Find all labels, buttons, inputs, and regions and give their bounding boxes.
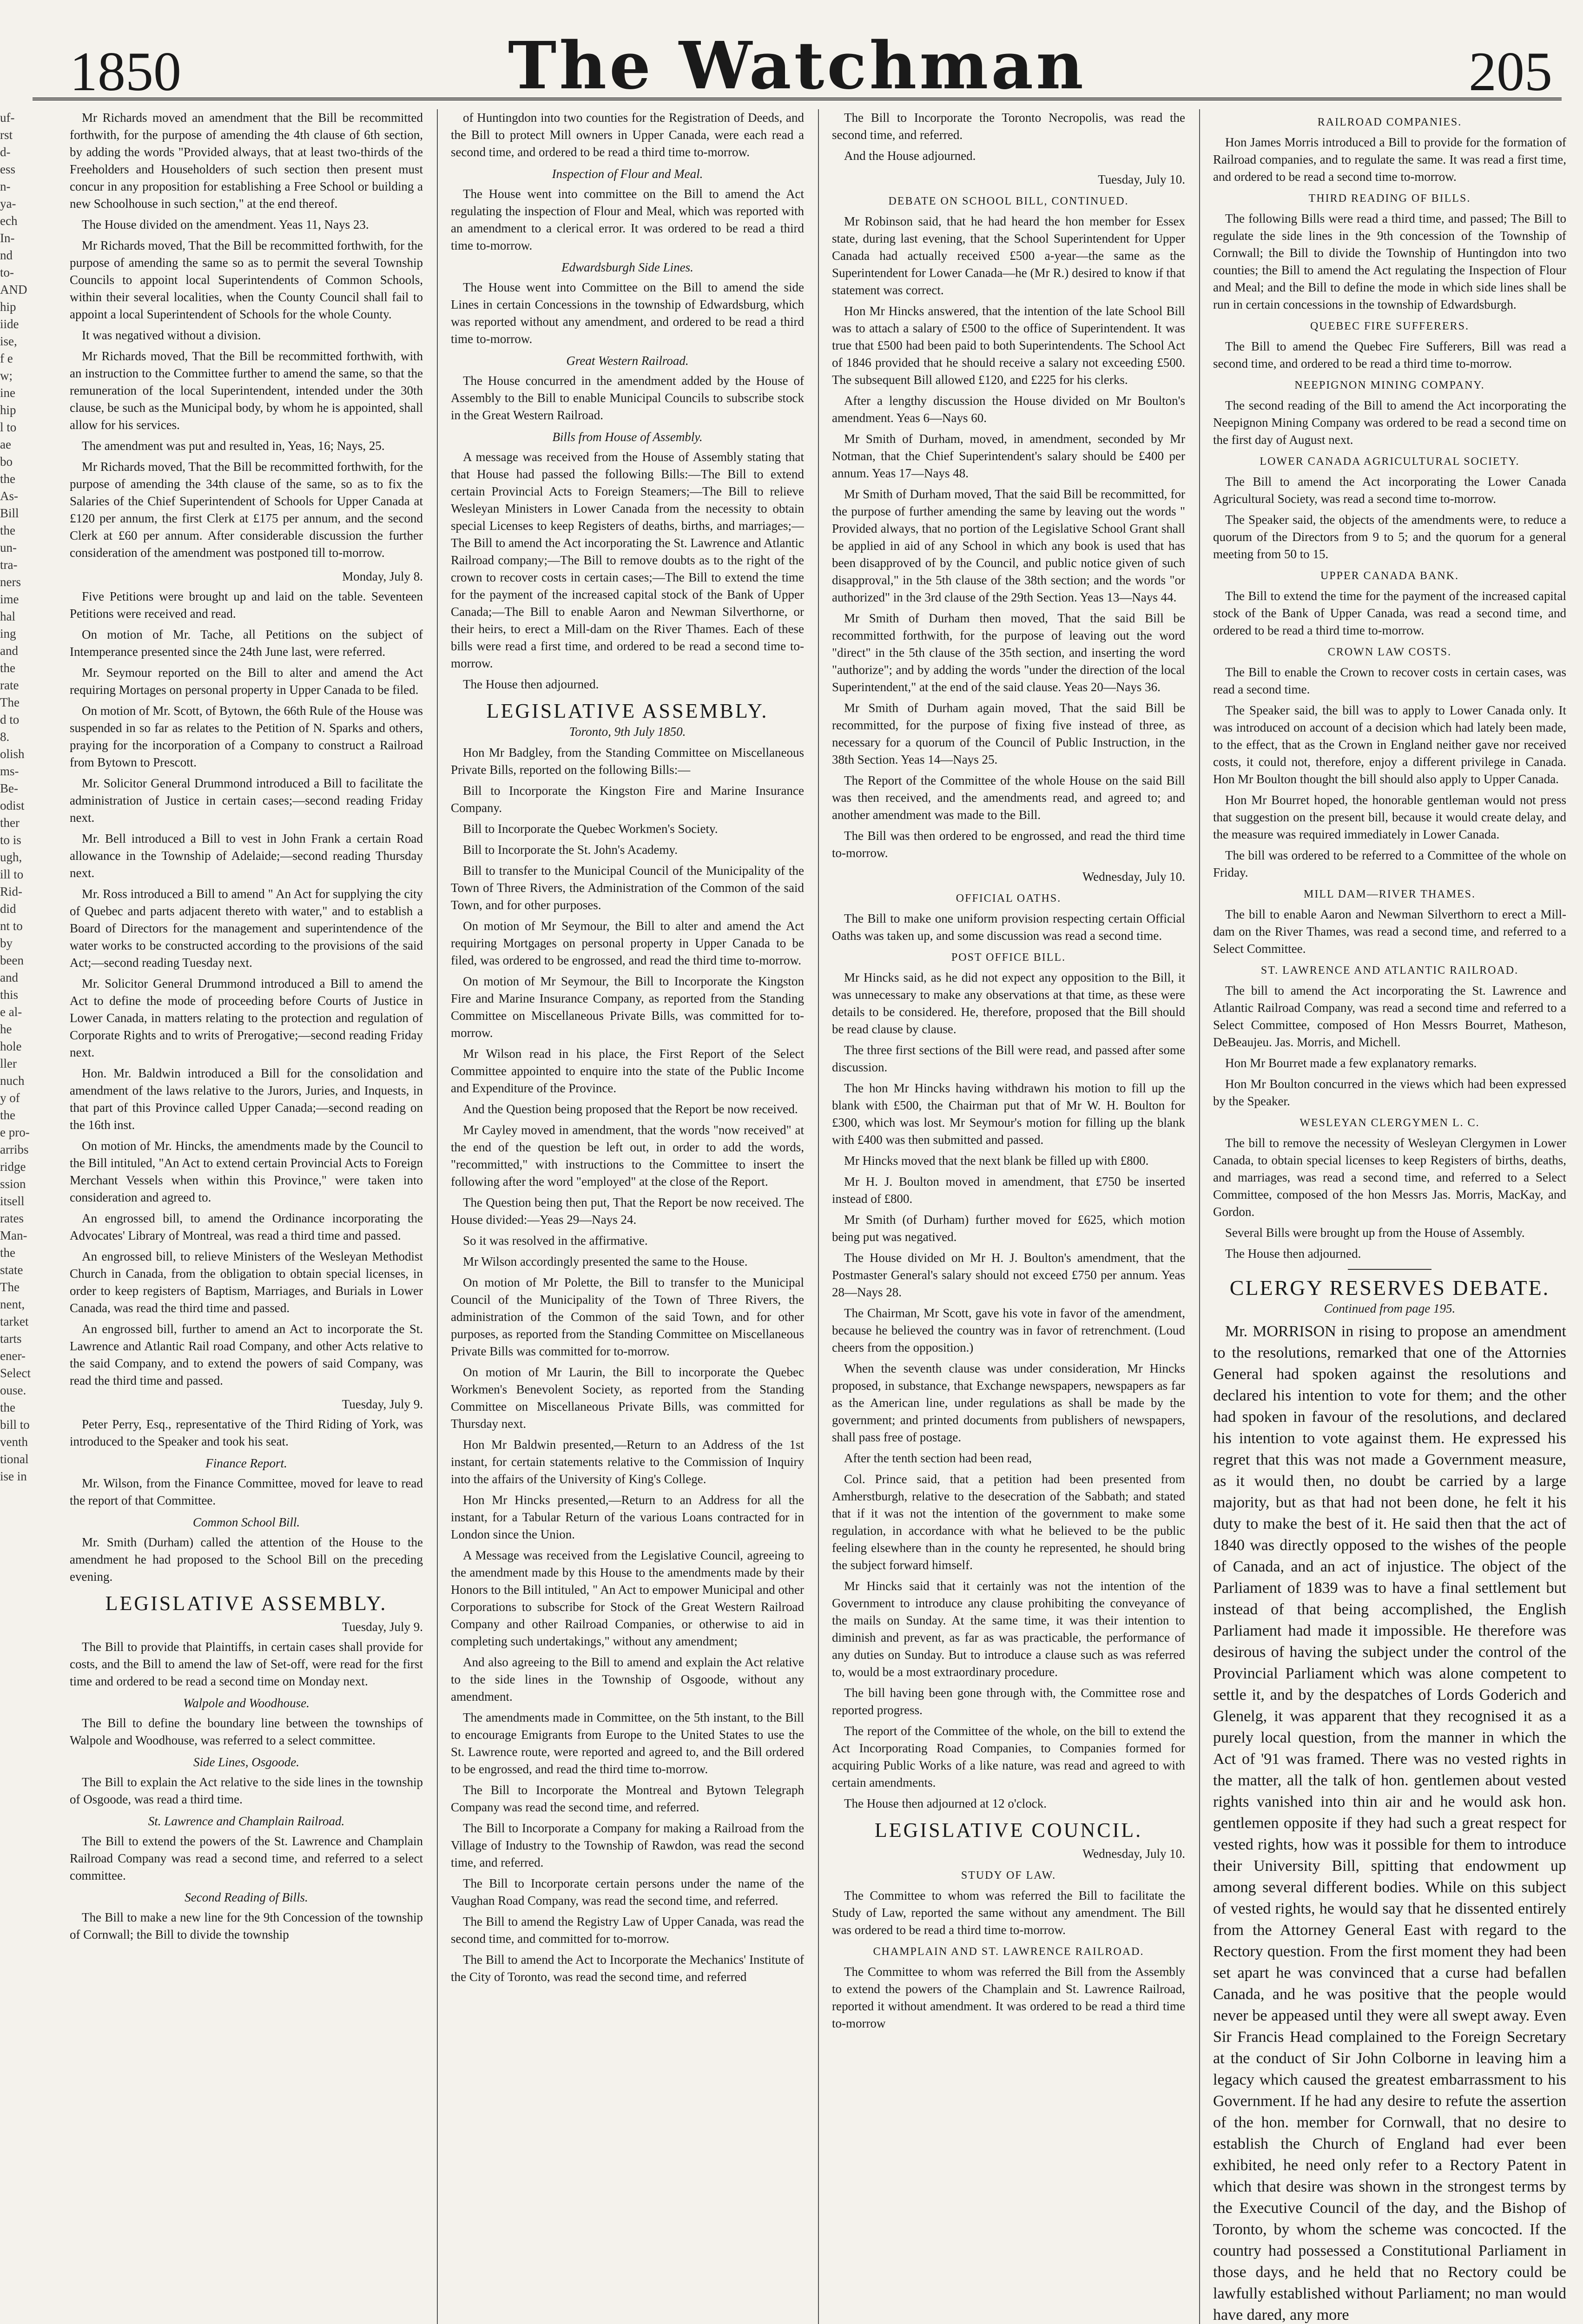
edge-fragment: ise in bbox=[0, 1469, 27, 1483]
paragraph: So it was resolved in the affirmative. bbox=[463, 1234, 648, 1248]
paragraph: The House then adjourned. bbox=[463, 677, 599, 691]
edge-fragment: hal bbox=[0, 609, 15, 623]
edge-fragment: Rid- bbox=[0, 885, 23, 898]
paragraph: An engrossed bill, to amend the Ordinance incorporating the Advocates' Library of Montreal, was read a third time and passed. bbox=[70, 1211, 423, 1242]
edge-fragment: the bbox=[0, 523, 15, 537]
edge-fragment: the bbox=[0, 1108, 15, 1122]
paragraph: Mr. Ross introduced a Bill to amend " An Act for supplying the city of Quebec and parts adjacent thereto with water," and to establish a Board of Directors for the management and superintendence of the water works to be constructed according to the provisions of the said Act;—second reading Tuesday next. bbox=[70, 887, 423, 970]
paragraph: Mr. Bell introduced a Bill to vest in John Frank a certain Road allowance in the Township of Adelaide;—second reading Thursday next. bbox=[70, 832, 423, 880]
paragraph: The Bill to define the boundary line between the townships of Walpole and Woodhouse, was referred to a select committee. bbox=[70, 1716, 423, 1747]
paragraph: Mr H. J. Boulton moved in amendment, that £750 be inserted instead of £800. bbox=[832, 1175, 1185, 1206]
section-caption: CHAMPLAIN AND ST. LAWRENCE RAILROAD. bbox=[873, 1946, 1144, 1958]
edge-fragment: uf- bbox=[0, 111, 15, 125]
section-caption: STUDY OF LAW. bbox=[961, 1869, 1056, 1882]
paragraph: The Bill to Incorporate certain persons under the name of the Vaughan Road Company, was read the second time, and referred. bbox=[451, 1876, 804, 1908]
section-caption: OFFICIAL OATHS. bbox=[956, 892, 1062, 905]
subheading: Bills from House of Assembly. bbox=[552, 430, 703, 444]
paragraph: Bill to Incorporate the Kingston Fire and Marine Insurance Company. bbox=[451, 784, 804, 815]
paragraph: Mr Richards moved an amendment that the Bill be recommitted forthwith, for the purpose of amending the 4th clause of 6th section, by adding the words "Provided always, that at least two-thirds of the Freeholders and Householders of such section then present must concur in any proposition for establishing a Free School or building a new Schoolhouse in such section," at the end thereof. bbox=[70, 111, 423, 211]
subheading: St. Lawrence and Champlain Railroad. bbox=[148, 1814, 345, 1828]
edge-fragment: Be- bbox=[0, 781, 18, 795]
edge-fragment: the bbox=[0, 472, 15, 486]
paragraph: The Bill was then ordered to be engrossed, and read the third time to-morrow. bbox=[832, 829, 1185, 860]
paragraph: The Bill to amend the Act to Incorporate the Mechanics' Institute of the City of Toronto, was read the second time, and referred bbox=[451, 1953, 804, 1984]
paragraph: On motion of Mr. Scott, of Bytown, the 66th Rule of the House was suspended in so far as relates to the Petition of N. Sparks and others, praying for the incorporation of a Company to construct a Railroad from Bytown to Prescott. bbox=[70, 704, 423, 769]
separator-rule bbox=[1348, 1269, 1431, 1270]
paragraph: Hon Mr Bourret hoped, the honorable gentleman would not press that suggestion on the present bill, because it would create delay, and the measure was required immediately in Lower Canada. bbox=[1213, 793, 1566, 841]
edge-fragment: ssion bbox=[0, 1177, 26, 1191]
dateline: Continued from page 195. bbox=[1324, 1301, 1456, 1315]
column-divider bbox=[1199, 109, 1200, 2324]
section-caption: QUEBEC FIRE SUFFERERS. bbox=[1310, 320, 1470, 332]
paragraph: The bill having been gone through with, the Committee rose and reported progress. bbox=[832, 1686, 1185, 1717]
subheading: Common School Bill. bbox=[192, 1515, 300, 1529]
paragraph: Hon Mr Hincks presented,—Return to an Address for all the instant, for a Tabular Return of the various Loans contracted for in London since the Union. bbox=[451, 1493, 804, 1541]
paragraph: And also agreeing to the Bill to amend and explain the Act relative to the side lines in the Township of Osgoode, without any amendment. bbox=[451, 1655, 804, 1703]
edge-fragment: odist bbox=[0, 799, 25, 812]
edge-fragment: f e bbox=[0, 351, 13, 365]
paragraph: The Bill to amend the Registry Law of Upper Canada, was read the second time, and committed for to-morrow. bbox=[451, 1915, 804, 1946]
paragraph: And the House adjourned. bbox=[844, 149, 976, 163]
paragraph: Mr. MORRISON in rising to propose an amendment to the resolutions, remarked that one of the Attornies General had spoken against the resolutions and declared his intention to vote for them; and the other had spoken in favour of the resolutions, and declared his intention to vote against them. He expressed his regret that this was not made a Government measure, as it would then, no doubt be carried by a large majority, but as that had not been done, he felt it his duty to make the best of it. He said then that the act of 1840 was directly opposed to the wishes of the people of Canada, and an act of injustice. The object of the Parliament of 1839 was to have a final settlement but instead of that being accomplished, the English Parliament had made it impossible. He therefore was desirous of having the subject under the control of the Provincial Parliament which was alone competent to settle it, and by the despatches of Lords Goderich and Glenelg, it was apparent that they recognised it as a purely local question, from the manner in which the Act of '91 was framed. There was no vested rights in the matter, all the talk of hon. gentlemen about vested rights vanished into thin air and he would ask hon. gentlemen opposite if they had such a great respect for vested rights, how was it possible for them to introduce their University Bill, spitting that endowment up among several different bodies. While on this subject of vested rights, he would say that he dissented entirely from the Attorney General East with regard to the Rectory question. From the first moment they had been set apart he was convinced that a curse had befallen Canada, and he was positive that the people would never be appeased until they were all swept away. Even Sir Francis Head complained to the Foreign Secretary at the conduct of Sir John Colborne in leaving him a legacy which caused the greatest embarrassment to his Government. If he had any desire to refute the assertion of the hon. member for Cornwall, that no desire to establish the Church of England had ever been exhibited, he need only refer to a Rectory Patent in which that desire was shown in the strongest terms by the Executive Council of the day, and the Bishop of Toronto, by whom the scheme was concocted. If the country had possessed a Constitutional Parliament in those days, and he held that no Rectory could be lawfully established without Parliament; no man would have dared, any more bbox=[1213, 1323, 1566, 2324]
column-1 bbox=[70, 109, 423, 2324]
edge-fragment: In- bbox=[0, 231, 15, 245]
paragraph: The Speaker said, the objects of the amendments were, to reduce a quorum of the Directors from 9 to 5; and the quorum for a general meeting from 50 to 15. bbox=[1213, 513, 1566, 561]
edge-fragment: been bbox=[0, 953, 24, 967]
date-line: Wednesday, July 10. bbox=[1082, 870, 1185, 884]
section-caption: POST OFFICE BILL. bbox=[951, 951, 1066, 964]
edge-fragment: The bbox=[0, 695, 20, 709]
edge-fragment: tarts bbox=[0, 1332, 22, 1346]
paragraph: Several Bills were brought up from the House of Assembly. bbox=[1225, 1226, 1525, 1240]
paragraph: Mr Richards moved, That the Bill be recommitted forthwith, for the purpose of amending the 34th clause of the same, so as to fix the Salaries of the Chief Superintendent of Schools for Upper Canada at £120 per annum, the first Clerk at £175 per annum, and the second Clerk at £60 per annum. After considerable discussion the further consideration of the amendment was postponed till to-morrow. bbox=[70, 460, 423, 560]
paragraph: The Bill to amend the Quebec Fire Sufferers, Bill was read a second time, and ordered to be read a third time to-morrow. bbox=[1213, 339, 1566, 370]
edge-fragment: this bbox=[0, 988, 19, 1002]
edge-fragment: ise, bbox=[0, 334, 17, 348]
article-columns bbox=[70, 109, 1566, 2324]
subheading: Finance Report. bbox=[205, 1456, 287, 1470]
edge-fragment: itsell bbox=[0, 1194, 25, 1208]
paragraph: Hon Mr Badgley, from the Standing Committee on Miscellaneous Private Bills, reported on the following Bills:— bbox=[451, 746, 804, 777]
section-caption: RAILROAD COMPANIES. bbox=[1317, 116, 1462, 128]
dateline: Toronto, 9th July 1850. bbox=[569, 725, 686, 739]
paragraph: The bill to enable Aaron and Newman Silverthorn to erect a Mill-dam on the River Thames, was read a second time, and referred to a Select Committee. bbox=[1213, 907, 1566, 956]
paragraph: Mr Robinson said, that he had heard the hon member for Essex state, during last evening, that the School Superintendent for Upper Canada had actually received £500 a-year—the same as the Superintendent for Lower Canada—he (Mr R.) desired to know if that statement was correct. bbox=[832, 214, 1185, 297]
section-caption: UPPER CANADA BANK. bbox=[1320, 570, 1459, 582]
paragraph: The Report of the Committee of the whole House on the said Bill was then received, and the amendments read, and agreed to; and another amendment was made to the Bill. bbox=[832, 773, 1185, 822]
paragraph: Hon. Mr. Baldwin introduced a Bill for the consolidation and amendment of the laws relative to the Jurors, Juries, and Inquests, in that part of this Province called Upper Canada;—second reading on the 16th inst. bbox=[70, 1066, 423, 1132]
paragraph: The Bill to enable the Crown to recover costs in certain cases, was read a second time. bbox=[1213, 665, 1566, 696]
section-caption: MILL DAM—RIVER THAMES. bbox=[1303, 888, 1476, 900]
edge-fragment: bo bbox=[0, 455, 13, 469]
edge-fragment: The bbox=[0, 1280, 20, 1294]
paragraph: The Speaker said, the bill was to apply to Lower Canada only. It was introduced on account of a decision which had lately been made, to the effect, that as the Crown in England neither gave nor received costs, it could not, therefore, enjoy a different privilege in Canada. Hon Mr Boulton thought the bill should also apply to Upper Canada. bbox=[1213, 703, 1566, 786]
paragraph: The three first sections of the Bill were read, and passed after some discussion. bbox=[832, 1043, 1185, 1074]
subheading: Side Lines, Osgoode. bbox=[193, 1755, 299, 1769]
date-line: Wednesday, July 10. bbox=[1082, 1847, 1185, 1861]
paragraph: The Bill to make one uniform provision respecting certain Official Oaths was taken up, and some discussion was read a second time. bbox=[832, 911, 1185, 943]
edge-fragment: to- bbox=[0, 265, 14, 279]
edge-fragment: ugh, bbox=[0, 850, 22, 864]
column-4 bbox=[1213, 109, 1566, 2324]
edge-fragment: rates bbox=[0, 1211, 24, 1225]
paragraph: On motion of Mr. Tache, all Petitions on the subject of Intemperance presented since the 24th June last, were referred. bbox=[70, 627, 423, 659]
paragraph: Mr Hincks said that it certainly was not the intention of the Government to introduce any clause prohibiting the conveyance of the mails on Sunday. At the same time, it was their intention to diminish and prevent, as far as was practicable, the performance of any duties on Sunday. But to introduce a clause such as was referred to, would be a most extraordinary procedure. bbox=[832, 1579, 1185, 1679]
paragraph: The House then adjourned at 12 o'clock. bbox=[844, 1796, 1047, 1810]
edge-fragment: the bbox=[0, 661, 15, 675]
paragraph: The second reading of the Bill to amend the Act incorporating the Neepignon Mining Company was ordered to be read a second time on the first day of August next. bbox=[1213, 398, 1566, 447]
paragraph: An engrossed bill, to relieve Ministers of the Wesleyan Methodist Church in Canada, from the obligation to obtain special licenses, in order to keep registers of Baptism, Marriages, and Burials in Lower Canada, was read the third time and passed. bbox=[70, 1249, 423, 1315]
paragraph: Hon Mr Baldwin presented,—Return to an Address of the 1st instant, for certain statements relative to the Commission of Inquiry into the affairs of the University of King's College. bbox=[451, 1438, 804, 1486]
edge-fragment: ech bbox=[0, 214, 18, 228]
paragraph: The amendments made in Committee, on the 5th instant, to the Bill to encourage Emigrants from Europe to the United States to use the St. Lawrence route, were reported and agreed to, and the Bill ordered to be engrossed, and read the third time to-morrow. bbox=[451, 1710, 804, 1776]
edge-fragment: d- bbox=[0, 145, 11, 159]
edge-fragment: tional bbox=[0, 1452, 29, 1466]
paragraph: An engrossed bill, further to amend an Act to incorporate the St. Lawrence and Atlantic Rail road Company, and other Acts relative to the said Company, and to extend the powers of said Company, was read the third time and passed. bbox=[70, 1322, 423, 1387]
paragraph: The Bill to extend the powers of the St. Lawrence and Champlain Railroad Company was read a second time, and referred to a select committee. bbox=[70, 1834, 423, 1882]
paragraph: Mr Smith of Durham again moved, That the said Bill be recommitted, for the purpose of fixing five instead of three, as necessary for a quorum of the Council of Public Instruction, in the 38th Section. Yeas 14—Nays 25. bbox=[832, 701, 1185, 766]
edge-fragment: hip bbox=[0, 403, 16, 417]
date-line: Tuesday, July 9. bbox=[342, 1397, 423, 1411]
paragraph: The bill to remove the necessity of Wesleyan Clergymen in Lower Canada, to obtain special licenses to keep Registers of births, deaths, and marriages, was read a second time, and referred to a Select Committee, composed of the hon Messrs Jas. Morris, MacKay, and Gordon. bbox=[1213, 1136, 1566, 1219]
paragraph: On motion of Mr Polette, the Bill to transfer to the Municipal Council of the Municipality of the Town of Three Rivers, the administration of the Common of the said Town, and for other purposes, as reported from the Standing Committee on Miscellaneous Private Bills was committed for to-morrow. bbox=[451, 1275, 804, 1358]
subheading: Second Reading of Bills. bbox=[185, 1890, 308, 1904]
paragraph: On motion of Mr Laurin, the Bill to incorporate the Quebec Workmen's Benevolent Society, as reported from the Standing Committee on Miscellaneous Private Bills, was committed for Thursday next. bbox=[451, 1365, 804, 1431]
paragraph: The following Bills were read a third time, and passed; The Bill to regulate the side lines in the 9th concession of the Township of Cornwall; the Bill to divide the Township of Huntingdon into two counties; the Bill to amend the Act regulating the Inspection of Flour and Meal; and the Bill to define the mode in which side lines shall be run in certain concessions in the township of Edwardsburgh. bbox=[1213, 211, 1566, 311]
paragraph: Mr. Solicitor General Drummond introduced a Bill to amend the Act to define the mode of proceeding before Courts of Justice in Lower Canada, in matters relating to the protection and regulation of Corporate Rights and to writs of Prerogative;—second reading Friday next. bbox=[70, 977, 423, 1059]
adjacent-page-edge bbox=[0, 109, 42, 2324]
paragraph: Bill to Incorporate the St. John's Academy. bbox=[463, 843, 678, 857]
edge-fragment: Man- bbox=[0, 1228, 27, 1242]
paragraph: When the seventh clause was under consideration, Mr Hincks proposed, in substance, that Exchange newspapers, newspapers as far as the American line, under regulations as shall be made by the government; and printed documents from publishers of newspapers, shall pass free of postage. bbox=[832, 1361, 1185, 1444]
page-number: 205 bbox=[1469, 40, 1552, 102]
paragraph: Mr. Smith (Durham) called the attention of the House to the amendment he had proposed to the School Bill on the preceding evening. bbox=[70, 1535, 423, 1584]
edge-fragment: ouse. bbox=[0, 1383, 26, 1397]
section-caption: WESLEYAN CLERGYMEN L. C. bbox=[1299, 1117, 1480, 1129]
section-caption: LOWER CANADA AGRICULTURAL SOCIETY. bbox=[1260, 456, 1520, 468]
column-3 bbox=[832, 109, 1185, 2324]
paragraph: Mr. Wilson, from the Finance Committee, moved for leave to read the report of that Committee. bbox=[70, 1476, 423, 1507]
paragraph: Mr. Solicitor General Drummond introduced a Bill to facilitate the administration of Justice in certain cases;—second reading Friday next. bbox=[70, 776, 423, 825]
paragraph: Mr Richards moved, That the Bill be recommitted forthwith, with an instruction to the Committee further to amend the same, so that the remuneration of the local Superintendent, intended under the 30th clause, be such as the Municipal body, by whom he is appointed, shall allow for his services. bbox=[70, 349, 423, 432]
paragraph: After a lengthy discussion the House divided on Mr Boulton's amendment. Yeas 6—Nays 60. bbox=[832, 394, 1185, 425]
paragraph: The Bill to Incorporate the Montreal and Bytown Telegraph Company was read the second time, and referred. bbox=[451, 1783, 804, 1814]
paragraph: Hon James Morris introduced a Bill to provide for the formation of Railroad companies, and to regulate the same. It was read a first time, and ordered to be read a second time to-morrow. bbox=[1213, 135, 1566, 184]
edge-fragment: nd bbox=[0, 248, 13, 262]
paragraph: The Bill to make a new line for the 9th Concession of the township of Cornwall; the Bill to divide the township bbox=[70, 1910, 423, 1941]
paragraph: Mr Hincks moved that the next blank be filled up with £800. bbox=[844, 1154, 1149, 1168]
header-year: 1850 bbox=[70, 40, 181, 102]
edge-fragment: the bbox=[0, 1400, 15, 1414]
edge-fragment: Bill bbox=[0, 506, 19, 520]
paragraph: The House divided on the amendment. Yeas 11, Nays 23. bbox=[82, 218, 369, 231]
section-caption: ST. LAWRENCE AND ATLANTIC RAILROAD. bbox=[1260, 964, 1519, 977]
paragraph: Mr Smith of Durham then moved, That the said Bill be recommitted forthwith, for the purpose of leaving out the word "direct" in the 5th clause of the 35th section, and inserting the word "authorize"; and by adding the words "under the direction of the local Superintendent," at the end of the said clause. Yeas 20—Nays 36. bbox=[832, 611, 1185, 694]
edge-fragment: ill to bbox=[0, 867, 24, 881]
edge-fragment: un- bbox=[0, 541, 17, 555]
paragraph: The bill was ordered to be referred to a Committee of the whole on Friday. bbox=[1213, 848, 1566, 879]
paragraph: Peter Perry, Esq., representative of the Third Riding of York, was introduced to the Speaker and took his seat. bbox=[70, 1417, 423, 1448]
paragraph: Hon Mr Bourret made a few explanatory remarks. bbox=[1225, 1056, 1477, 1070]
paragraph: The Bill to amend the Act incorporating the Lower Canada Agricultural Society, was read a second time to-morrow. bbox=[1213, 475, 1566, 506]
paragraph: The bill to amend the Act incorporating the St. Lawrence and Atlantic Railroad Company, was read a second time and referred to a Select Committee, composed of Hon Messrs Bourret, Matheson, DeBeaujeu. Jas. Morris, and Michell. bbox=[1213, 984, 1566, 1049]
paragraph: On motion of Mr Seymour, the Bill to alter and amend the Act requiring Mortgages on personal property in Upper Canada to be filed, was ordered to be engrossed, and read the third time to-morrow. bbox=[451, 919, 804, 967]
paragraph: After the tenth section had been read, bbox=[844, 1451, 1032, 1465]
paragraph: Bill to transfer to the Municipal Council of the Municipality of the Town of Three Rivers, the Administration of the Common of the said Town, and for other purposes. bbox=[451, 864, 804, 912]
column-divider bbox=[437, 109, 438, 2324]
edge-fragment: l to bbox=[0, 420, 17, 434]
edge-fragment: to is bbox=[0, 833, 21, 847]
edge-fragment: olish bbox=[0, 747, 25, 761]
edge-fragment: ridge bbox=[0, 1160, 26, 1174]
edge-fragment: ine bbox=[0, 386, 15, 400]
edge-fragment: by bbox=[0, 936, 13, 950]
edge-fragment: ener- bbox=[0, 1349, 26, 1363]
edge-fragment: n- bbox=[0, 179, 11, 193]
paragraph: It was negatived without a division. bbox=[82, 328, 261, 342]
paragraph: On motion of Mr. Hincks, the amendments made by the Council to the Bill intituled, "An Act to extend certain Provincial Acts to Foreign Merchant Vessels when within this Province," were taken into consideration and agreed to. bbox=[70, 1139, 423, 1204]
paragraph: The Committee to whom was referred the Bill to facilitate the Study of Law, reported the same without any amendment. The Bill was ordered to be read a third time to-morrow. bbox=[832, 1888, 1185, 1937]
edge-fragment: e pro- bbox=[0, 1125, 30, 1139]
paragraph: Mr Smith of Durham, moved, in amendment, seconded by Mr Notman, that the Chief Superintendent's salary should be £400 per annum. Yeas 17—Nays 48. bbox=[832, 432, 1185, 480]
paragraph: Mr Smith (of Durham) further moved for £625, which motion being put was negatived. bbox=[832, 1213, 1185, 1244]
paragraph: Hon Mr Boulton concurred in the views which had been expressed by the Speaker. bbox=[1213, 1077, 1566, 1108]
paragraph: Five Petitions were brought up and laid on the table. Seventeen Petitions were received and read. bbox=[70, 589, 423, 621]
paragraph: Mr Richards moved, That the Bill be recommitted forthwith, for the purpose of amending the same so as to permit the several Township Councils to appoint local Superintendents of Common Schools, within their several localities, when the County Council shall fail to appoint a local Superintendent of Schools for the whole County. bbox=[70, 238, 423, 321]
edge-fragment: d to bbox=[0, 713, 20, 726]
paragraph: On motion of Mr Seymour, the Bill to Incorporate the Kingston Fire and Marine Insurance Company, as reported from the Standing Committee on Miscellaneous Private Bills, was committed for to-morrow. bbox=[451, 974, 804, 1040]
section-caption: DEBATE ON SCHOOL BILL, CONTINUED. bbox=[888, 195, 1129, 207]
newspaper-title: The Watchman bbox=[508, 28, 1086, 104]
paragraph: The amendment was put and resulted in, Yeas, 16; Nays, 25. bbox=[82, 439, 385, 453]
edge-fragment: 8. bbox=[0, 730, 10, 744]
edge-fragment: and bbox=[0, 644, 18, 658]
edge-fragment: ther bbox=[0, 816, 20, 830]
paragraph: The hon Mr Hincks having withdrawn his motion to fill up the blank with £500, the Chairman put that of Mr W. H. Boulton for £300, which was lost. Mr Seymour's motion for filling up the blank with £400 was then submitted and passed. bbox=[832, 1081, 1185, 1147]
paragraph: And the Question being proposed that the Report be now received. bbox=[463, 1102, 798, 1116]
paragraph: Mr Cayley moved in amendment, that the words "now received" at the end of the question be left out, in order to add the words, "recommitted," with instructions to the Committee to insert the following after the word "employed" at the close of the Report. bbox=[451, 1123, 804, 1188]
edge-fragment: and bbox=[0, 971, 18, 984]
edge-fragment: nt to bbox=[0, 919, 23, 933]
column-divider bbox=[818, 109, 819, 2324]
edge-fragment: venth bbox=[0, 1435, 28, 1449]
paragraph: The House then adjourned. bbox=[1225, 1247, 1361, 1261]
edge-fragment: nuch bbox=[0, 1074, 25, 1088]
edge-fragment: ya- bbox=[0, 197, 16, 211]
date-line: Monday, July 8. bbox=[342, 569, 423, 583]
paragraph: The Bill to Incorporate the Toronto Necropolis, was read the second time, and referred. bbox=[832, 111, 1185, 142]
edge-fragment: Select bbox=[0, 1366, 31, 1380]
edge-fragment: state bbox=[0, 1263, 23, 1277]
edge-fragment: ller bbox=[0, 1056, 17, 1070]
paragraph: A Message was received from the Legislative Council, agreeing to the amendment made by this House to the amendments made by their Honors to the Bill intituled, " An Act to empower Municipal and other Corporations to subscribe for Stock of the Great Western Railroad Company and other Railroad Companies, or otherwise to aid in completing such undertakings," without any amendment; bbox=[451, 1548, 804, 1648]
paragraph: The House divided on Mr H. J. Boulton's amendment, that the Postmaster General's salary should not exceed £750 per annum. Yeas 28—Nays 28. bbox=[832, 1251, 1185, 1299]
edge-fragment: AND bbox=[0, 283, 27, 297]
masthead bbox=[33, 19, 1562, 104]
edge-fragment: ime bbox=[0, 592, 19, 606]
paragraph: Hon Mr Hincks answered, that the intention of the late School Bill was to attach a salary of £500 to the office of Superintendent. It was true that £500 had been paid to both Superintendents. The School Act of 1846 provided that he should receive a salary not exceeding £500. The subsequent Bill allowed £120, and £225 for his clerks. bbox=[832, 304, 1185, 387]
edge-fragment: rate bbox=[0, 678, 19, 692]
edge-fragment: hip bbox=[0, 300, 16, 314]
edge-fragment: he bbox=[0, 1022, 12, 1036]
paragraph: Mr Hincks said, as he did not expect any opposition to the Bill, it was unnecessary to make any observations at that time, as these were details to be considered. He, therefore, proposed that the Bill should be read clause by clause. bbox=[832, 971, 1185, 1036]
edge-fragment: ae bbox=[0, 437, 11, 451]
section-caption: CROWN LAW COSTS. bbox=[1327, 646, 1452, 658]
section-title: LEGISLATIVE ASSEMBLY. bbox=[105, 1592, 388, 1615]
subheading: Edwardsburgh Side Lines. bbox=[561, 260, 693, 274]
paragraph: The report of the Committee of the whole, on the bill to extend the Act Incorporating Road Companies, to Companies formed for acquiring Public Works of a like nature, was read and agreed to with certain amendments. bbox=[832, 1724, 1185, 1789]
paragraph: The Bill to explain the Act relative to the side lines in the township of Osgoode, was read a third time. bbox=[70, 1775, 423, 1806]
section-caption: THIRD READING OF BILLS. bbox=[1308, 192, 1471, 205]
paragraph: The Bill to Incorporate a Company for making a Railroad from the Village of Industry to the Township of Rawdon, was read the second time, and referred. bbox=[451, 1821, 804, 1869]
paragraph: The House concurred in the amendment added by the House of Assembly to the Bill to enable Municipal Councils to subscribe stock in the Great Western Railroad. bbox=[451, 374, 804, 422]
edge-fragment: ms- bbox=[0, 764, 19, 778]
edge-fragment: As- bbox=[0, 489, 18, 503]
column-2 bbox=[451, 109, 804, 2324]
edge-fragment: tarket bbox=[0, 1314, 29, 1328]
paragraph: The Question being then put, That the Report be now received. The House divided:—Yeas 29—Nays 24. bbox=[451, 1195, 804, 1227]
article-title: CLERGY RESERVES DEBATE. bbox=[1229, 1276, 1550, 1300]
paragraph: Mr. Seymour reported on the Bill to alter and amend the Act requiring Mortages on personal property in Upper Canada to be filed. bbox=[70, 666, 423, 697]
edge-fragment: the bbox=[0, 1246, 15, 1260]
paragraph: Mr Wilson accordingly presented the same to the House. bbox=[463, 1254, 748, 1268]
paragraph: The Bill to provide that Plaintiffs, in certain cases shall provide for costs, and the Bill to amend the law of Set-off, were read for the first time and ordered to be read a second time on Monday next. bbox=[70, 1640, 423, 1688]
date-line: Tuesday, July 9. bbox=[342, 1620, 423, 1634]
paragraph: Col. Prince said, that a petition had been presented from Amherstburgh, relative to the desecration of the Sabbath; and stated that if it was not the intention of the government to make some regulation, in accordance with what he believed to be the public feeling elsewhere than in the county he represented, he should bring the subject forward himself. bbox=[832, 1472, 1185, 1572]
paragraph: The House went into committee on the Bill to amend the Act regulating the inspection of Flour and Meal, which was reported with an amendment to a clerical error. It was ordered to be read a third time to-morrow. bbox=[451, 187, 804, 252]
edge-fragment: hole bbox=[0, 1039, 22, 1053]
edge-fragment: iide bbox=[0, 317, 19, 331]
paragraph: Mr Smith of Durham moved, That the said Bill be recommitted, for the purpose of further amending the same by leaving out the words " Provided always, that no portion of the Legislative School Grant shall be applied in aid of any School in which any book is used that has been disapproved of by the Council, and public notice given of such disapproval," in the 5th clause of the 38th section; and the words "or authorized" in the 3rd clause of the 29th Section. Yeas 13—Nays 44. bbox=[832, 487, 1185, 604]
paragraph: of Huntingdon into two counties for the Registration of Deeds, and the Bill to protect Mill owners in Upper Canada, were each read a second time, and ordered to be read a third time to-morrow. bbox=[451, 111, 804, 159]
edge-fragment: nent, bbox=[0, 1297, 25, 1311]
edge-fragment: did bbox=[0, 902, 16, 916]
section-caption: NEEPIGNON MINING COMPANY. bbox=[1294, 379, 1485, 391]
edge-fragment: ess bbox=[0, 162, 15, 176]
subheading: Inspection of Flour and Meal. bbox=[552, 167, 703, 181]
edge-fragment: tra- bbox=[0, 558, 18, 572]
date-line: Tuesday, July 10. bbox=[1098, 172, 1185, 186]
paragraph: The Chairman, Mr Scott, gave his vote in favor of the amendment, because he believed the country was in favor of retrenchment. (Loud cheers from the opposition.) bbox=[832, 1306, 1185, 1354]
paragraph: Bill to Incorporate the Quebec Workmen's Society. bbox=[463, 822, 718, 836]
edge-fragment: y of bbox=[0, 1091, 20, 1105]
edge-fragment: ners bbox=[0, 575, 21, 589]
paragraph: The House went into Committee on the Bill to amend the side Lines in certain Concessions in the township of Edwardsburg, which was reported without any amendment, and ordered to be read a third time to-morrow. bbox=[451, 280, 804, 346]
edge-fragment: rst bbox=[0, 128, 13, 142]
section-title: LEGISLATIVE ASSEMBLY. bbox=[486, 700, 769, 722]
edge-fragment: w; bbox=[0, 369, 13, 383]
paragraph: Mr Wilson read in his place, the First Report of the Select Committee appointed to enquire into the state of the Public Income and Expenditure of the Province. bbox=[451, 1047, 804, 1095]
edge-fragment: arribs bbox=[0, 1142, 29, 1156]
edge-fragment: ing bbox=[0, 627, 16, 640]
edge-fragment: e al- bbox=[0, 1005, 22, 1019]
edge-fragment: bill to bbox=[0, 1418, 30, 1432]
subheading: Great Western Railroad. bbox=[566, 354, 689, 368]
subheading: Walpole and Woodhouse. bbox=[183, 1696, 310, 1710]
paragraph: A message was received from the House of Assembly stating that that House had passed the following Bills:—The Bill to extend certain Provincial Acts to Foreign Steamers;—The Bill to relieve Wesleyan Ministers in Lower Canada from the necessity to obtain special Licenses to keep Registers of deaths, births, and marriages;—The Bill to amend the Act incorporating the St. Lawrence and Atlantic Railroad company;—The Bill to remove doubts as to the right of the crown to recover costs in certain cases;—The Bill to extend the time for the payment of the increased capital stock of the Bank of Upper Canada;—The Bill to enable Aaron and Newman Silverthorne, or their heirs, to erect a Mill-dam on the River Thames. Each of these bills were read a first time, and ordered to be read a second time to-morrow. bbox=[451, 450, 804, 670]
paragraph: The Bill to extend the time for the payment of the increased capital stock of the Bank of Upper Canada, was read a second time, and ordered to be read a third time to-morrow. bbox=[1213, 589, 1566, 637]
paragraph: The Committee to whom was referred the Bill from the Assembly to extend the powers of the Champlain and St. Lawrence Railroad, reported it without amendment. It was ordered to be read a third time to-morrow bbox=[832, 1965, 1185, 2030]
section-title: LEGISLATIVE COUNCIL. bbox=[874, 1819, 1143, 1842]
